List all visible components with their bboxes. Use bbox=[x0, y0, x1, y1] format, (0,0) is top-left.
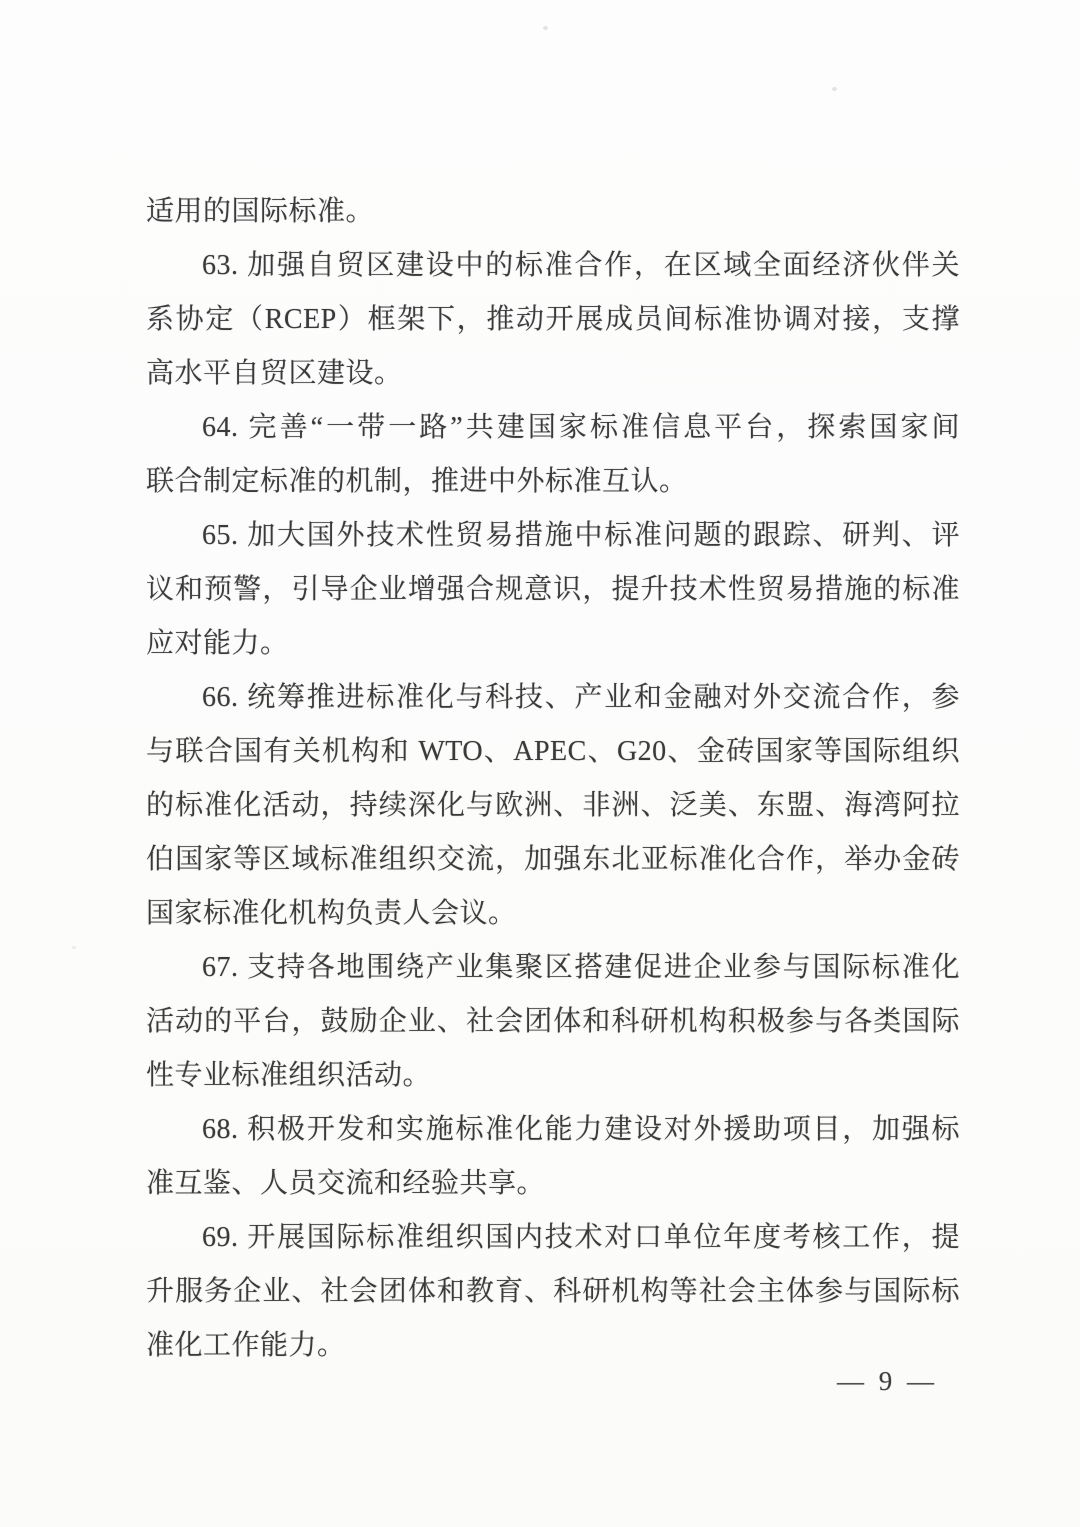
text-line: 系协定（RCEP）框架下，推动开展成员间标准协调对接，支撑 bbox=[146, 304, 960, 335]
scan-speck bbox=[832, 87, 837, 91]
text-line: 国家标准化机构负责人会议。 bbox=[146, 898, 517, 929]
text-line: 69. 开展国际标准组织国内技术对口单位年度考核工作，提 bbox=[202, 1222, 960, 1253]
page-number: — 9 — bbox=[837, 1366, 938, 1396]
text-line: 性专业标准组织活动。 bbox=[146, 1060, 432, 1091]
text-line: 应对能力。 bbox=[146, 628, 289, 659]
text-line: 64. 完善“一带一路”共建国家标准信息平台，探索国家间 bbox=[202, 412, 960, 443]
scan-speck bbox=[72, 946, 76, 949]
text-line: 联合制定标准的机制，推进中外标准互认。 bbox=[146, 466, 688, 497]
text-line: 68. 积极开发和实施标准化能力建设对外援助项目，加强标 bbox=[202, 1114, 960, 1145]
text-line: 63. 加强自贸区建设中的标准合作，在区域全面经济伙伴关 bbox=[202, 250, 960, 281]
text-line: 准互鉴、人员交流和经验共享。 bbox=[146, 1168, 546, 1199]
text-line: 与联合国有关机构和 WTO、APEC、G20、金砖国家等国际组织 bbox=[146, 736, 960, 767]
text-line: 伯国家等区域标准组织交流，加强东北亚标准化合作，举办金砖 bbox=[146, 844, 960, 875]
text-line: 适用的国际标准。 bbox=[146, 196, 375, 227]
text-line: 议和预警，引导企业增强合规意识，提升技术性贸易措施的标准 bbox=[146, 574, 960, 605]
document-body bbox=[146, 185, 960, 1373]
text-line: 活动的平台，鼓励企业、社会团体和科研机构积极参与各类国际 bbox=[146, 1006, 960, 1037]
text-line: 65. 加大国外技术性贸易措施中标准问题的跟踪、研判、评 bbox=[202, 520, 960, 551]
text-line: 准化工作能力。 bbox=[146, 1330, 346, 1361]
text-line: 的标准化活动，持续深化与欧洲、非洲、泛美、东盟、海湾阿拉 bbox=[146, 790, 960, 821]
text-line: 升服务企业、社会团体和教育、科研机构等社会主体参与国际标 bbox=[146, 1276, 960, 1307]
text-line: 67. 支持各地围绕产业集聚区搭建促进企业参与国际标准化 bbox=[202, 952, 960, 983]
scan-speck bbox=[543, 26, 548, 30]
text-line: 高水平自贸区建设。 bbox=[146, 358, 403, 389]
text-line: 66. 统筹推进标准化与科技、产业和金融对外交流合作，参 bbox=[202, 682, 960, 713]
